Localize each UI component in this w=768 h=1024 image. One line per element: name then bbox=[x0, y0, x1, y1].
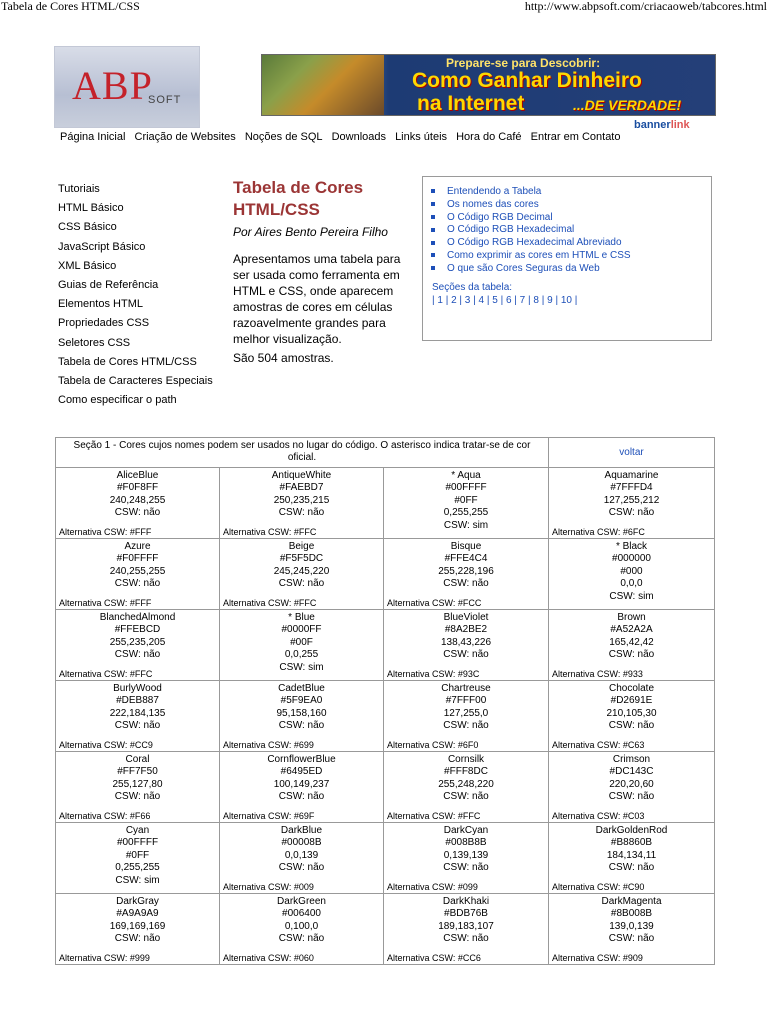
color-cell-line: 0,100,0 bbox=[284, 920, 319, 932]
csw-alternative: Alternativa CSW: #999 bbox=[59, 953, 150, 963]
csw-alternative: Alternativa CSW: #FFF bbox=[59, 527, 152, 537]
color-cell-line: 222,184,135 bbox=[109, 707, 166, 719]
sidebar-item[interactable]: Guias de Referência bbox=[58, 278, 159, 291]
color-cell-line: #00F bbox=[290, 636, 313, 648]
csw-alternative: Alternativa CSW: #FFC bbox=[59, 669, 153, 679]
color-cell-line: DarkGreen bbox=[277, 896, 326, 907]
color-cell-line: Beige bbox=[288, 541, 315, 552]
sidebar-item[interactable]: XML Básico bbox=[58, 259, 117, 272]
color-cell bbox=[56, 610, 220, 681]
sidebar-item[interactable]: Tutoriais bbox=[58, 183, 100, 195]
color-cell bbox=[384, 468, 549, 539]
color-cell-line: Coral bbox=[125, 754, 150, 765]
color-cell-line: * Aqua bbox=[451, 470, 481, 481]
color-cell bbox=[549, 610, 715, 681]
color-cell bbox=[220, 752, 384, 823]
color-cell-line: 255,228,196 bbox=[438, 565, 494, 577]
color-cell-line: AliceBlue bbox=[116, 470, 159, 481]
color-cell-line: Bisque bbox=[450, 541, 482, 552]
color-cell-line: #FAEBD7 bbox=[279, 482, 324, 494]
color-cell-line: CSW: não bbox=[114, 791, 161, 803]
csw-alternative: Alternativa CSW: #C03 bbox=[552, 811, 645, 821]
csw-alternative: Alternativa CSW: #060 bbox=[223, 953, 314, 963]
color-cell-line: CSW: não bbox=[443, 933, 489, 945]
color-cell-line: CadetBlue bbox=[278, 683, 325, 694]
sidebar-item[interactable]: JavaScript Básico bbox=[58, 240, 146, 253]
color-cell-line: CSW: sim bbox=[279, 661, 324, 673]
sidebar-item[interactable]: Elementos HTML bbox=[58, 298, 143, 311]
table-row bbox=[56, 894, 715, 965]
bullet-icon bbox=[431, 202, 435, 206]
csw-alternative: Alternativa CSW: #099 bbox=[387, 882, 478, 892]
banner-top-text: Prepare-se para Descobrir: bbox=[446, 56, 601, 70]
csw-alternative: Alternativa CSW: #C63 bbox=[552, 740, 645, 750]
color-cell-line: #D2691E bbox=[610, 695, 653, 707]
color-cell-line: 0,0,0 bbox=[620, 578, 643, 590]
color-cell-line: 100,149,237 bbox=[273, 778, 330, 790]
color-cell-line: #0FF bbox=[125, 849, 150, 861]
csw-alternative: Alternativa CSW: #C90 bbox=[552, 882, 645, 892]
color-cell-line: CSW: não bbox=[608, 507, 655, 519]
sidebar-item[interactable]: Seletores CSS bbox=[58, 336, 131, 349]
sidebar-item[interactable]: CSS Básico bbox=[58, 221, 117, 234]
color-cell bbox=[384, 752, 549, 823]
color-cell-line: CSW: não bbox=[114, 507, 161, 519]
csw-alternative: Alternativa CSW: #009 bbox=[223, 882, 314, 892]
color-cell-line: Chocolate bbox=[608, 683, 655, 694]
nav-link[interactable]: Hora do Café bbox=[456, 131, 522, 143]
top-navigation bbox=[60, 131, 626, 143]
toc-item[interactable] bbox=[431, 224, 631, 237]
color-cell-line: CSW: não bbox=[278, 933, 325, 945]
color-cell-line: 0,139,139 bbox=[443, 849, 489, 861]
table-row bbox=[56, 752, 715, 823]
color-cell-line: CSW: não bbox=[608, 791, 655, 803]
color-cell-line: CSW: não bbox=[278, 578, 325, 590]
toc-item[interactable] bbox=[431, 199, 631, 212]
color-cell bbox=[56, 823, 220, 894]
color-cell-line: #00FFFF bbox=[116, 837, 159, 849]
nav-link[interactable]: Downloads bbox=[331, 131, 386, 143]
color-cell-line: #000 bbox=[620, 565, 643, 577]
csw-alternative: Alternativa CSW: #933 bbox=[552, 669, 643, 679]
color-cell-line: #00008B bbox=[281, 837, 322, 849]
bannerlink-a: banner bbox=[634, 119, 671, 131]
color-cell-line: #FFE4C4 bbox=[444, 553, 488, 565]
color-cell-line: #A9A9A9 bbox=[116, 908, 159, 920]
color-cell-line: #F5F5DC bbox=[279, 553, 324, 565]
toc-item[interactable] bbox=[431, 186, 631, 199]
color-cell-line: CSW: não bbox=[114, 933, 161, 945]
color-cell-line: #BDB76B bbox=[444, 908, 488, 920]
color-cell-line: CSW: não bbox=[114, 649, 161, 661]
color-cell-line: #6495ED bbox=[280, 766, 323, 778]
color-cell-line: Brown bbox=[617, 612, 646, 623]
color-cell-line: #A52A2A bbox=[610, 624, 653, 636]
sidebar-item[interactable]: Tabela de Caracteres Especiais bbox=[58, 374, 213, 387]
bullet-icon bbox=[431, 253, 435, 257]
color-cell bbox=[56, 681, 220, 752]
toc-link[interactable]: Os nomes das cores bbox=[447, 198, 539, 210]
color-cell bbox=[384, 894, 549, 965]
color-cell-line: 255,235,205 bbox=[109, 636, 166, 648]
color-cell-line: DarkGoldenRod bbox=[595, 825, 668, 836]
color-cell bbox=[56, 752, 220, 823]
table-row bbox=[56, 823, 715, 894]
color-cell-line: CSW: não bbox=[608, 933, 655, 945]
color-cell bbox=[56, 468, 220, 539]
csw-alternative: Alternativa CSW: #FFF bbox=[59, 598, 152, 608]
color-cell-line: 95,158,160 bbox=[276, 707, 327, 719]
color-cell-line: #0000FF bbox=[281, 624, 322, 636]
toc-link[interactable]: Como exprimir as cores em HTML e CSS bbox=[447, 249, 631, 261]
color-cell bbox=[220, 468, 384, 539]
color-cell bbox=[220, 894, 384, 965]
color-cell-line: BurlyWood bbox=[113, 683, 162, 694]
color-cell-line: #B8860B bbox=[610, 837, 653, 849]
color-cell-line: 240,248,255 bbox=[109, 494, 166, 506]
sidebar-item[interactable]: Tabela de Cores HTML/CSS bbox=[58, 355, 197, 368]
sample-count: São 504 amostras. bbox=[233, 351, 334, 365]
color-cell-line: #7FFFD4 bbox=[610, 482, 653, 494]
color-cell-line: #0FF bbox=[454, 494, 478, 506]
abp-soft-logo[interactable] bbox=[54, 46, 200, 128]
color-cell bbox=[384, 610, 549, 681]
color-cell-line: CSW: não bbox=[278, 862, 325, 874]
color-cell-line: CSW: não bbox=[278, 791, 325, 803]
color-cell-line: 127,255,0 bbox=[443, 707, 489, 719]
csw-alternative: Alternativa CSW: #FCC bbox=[387, 598, 482, 608]
color-cell-line: #F0F8FF bbox=[116, 482, 159, 494]
table-of-contents bbox=[422, 176, 712, 341]
color-cell-line: CSW: não bbox=[608, 862, 655, 874]
color-cell-line: CSW: não bbox=[443, 862, 489, 874]
color-cell bbox=[220, 610, 384, 681]
color-cell-line: CSW: não bbox=[443, 791, 489, 803]
color-cell-line: 169,169,169 bbox=[109, 920, 166, 932]
sidebar-item[interactable]: Como especificar o path bbox=[58, 394, 177, 407]
color-cell-line: CornflowerBlue bbox=[267, 754, 336, 765]
color-cell-line: DarkGray bbox=[116, 896, 159, 907]
color-cell bbox=[549, 752, 715, 823]
nav-link[interactable]: Criação de Websites bbox=[134, 131, 236, 143]
color-cell-line: #FF7F50 bbox=[117, 766, 158, 778]
nav-link[interactable]: Entrar em Contato bbox=[530, 131, 621, 143]
csw-alternative: Alternativa CSW: #CC9 bbox=[59, 740, 153, 750]
table-row bbox=[56, 539, 715, 610]
color-cell-line: #8A2BE2 bbox=[444, 624, 488, 636]
banner-photo bbox=[262, 55, 384, 115]
color-cell-line: DarkCyan bbox=[443, 825, 489, 836]
sidebar-item[interactable]: Propriedades CSS bbox=[58, 317, 150, 330]
color-cell-line: 255,127,80 bbox=[112, 778, 163, 790]
banner-line1: Como Ganhar Dinheiro bbox=[412, 69, 642, 92]
color-cell bbox=[549, 468, 715, 539]
page-title: Tabela de Cores HTML/CSS bbox=[233, 178, 364, 219]
color-cell-line: AntiqueWhite bbox=[271, 470, 332, 481]
color-cell-line: 139,0,139 bbox=[609, 920, 654, 932]
bullet-icon bbox=[431, 241, 435, 245]
nav-link[interactable]: Noções de SQL bbox=[244, 131, 323, 143]
color-cell-line: CSW: não bbox=[608, 720, 655, 732]
color-cell-line: BlanchedAlmond bbox=[99, 612, 176, 623]
color-cell-line: CSW: não bbox=[114, 578, 161, 590]
color-cell-line: DarkKhaki bbox=[442, 896, 490, 907]
color-cell bbox=[220, 823, 384, 894]
bullet-icon bbox=[431, 189, 435, 193]
color-cell-line: CSW: sim bbox=[609, 590, 654, 602]
sidebar-item[interactable]: HTML Básico bbox=[58, 202, 124, 215]
color-table bbox=[55, 437, 715, 965]
color-cell-line: Crimson bbox=[612, 754, 651, 765]
color-cell bbox=[220, 539, 384, 610]
color-cell-line: DarkMagenta bbox=[601, 896, 662, 907]
color-cell-line: #FFEBCD bbox=[114, 624, 161, 636]
color-cell-line: 0,255,255 bbox=[443, 507, 489, 519]
color-cell-line: #5F9EA0 bbox=[280, 695, 323, 707]
color-cell-line: CSW: não bbox=[278, 507, 325, 519]
color-cell bbox=[384, 681, 549, 752]
color-cell-line: #F0FFFF bbox=[116, 553, 159, 565]
color-cell-line: CSW: não bbox=[443, 578, 489, 590]
toc-link[interactable]: O Código RGB Hexadecimal Abreviado bbox=[447, 237, 622, 249]
color-cell-line: DarkBlue bbox=[280, 825, 323, 836]
csw-alternative: Alternativa CSW: #909 bbox=[552, 953, 643, 963]
color-cell-line: 0,0,255 bbox=[284, 649, 319, 661]
color-cell-line: CSW: não bbox=[443, 649, 489, 661]
color-cell-line: 220,20,60 bbox=[609, 778, 654, 790]
print-header bbox=[0, 0, 768, 14]
color-cell-line: 184,134,11 bbox=[606, 849, 657, 861]
color-cell-line: Chartreuse bbox=[441, 683, 491, 694]
color-cell-line: Cornsilk bbox=[447, 754, 485, 765]
color-cell bbox=[384, 539, 549, 610]
color-cell bbox=[220, 681, 384, 752]
csw-alternative: Alternativa CSW: #699 bbox=[223, 740, 314, 750]
color-cell-line: Cyan bbox=[125, 825, 150, 836]
toc-item[interactable] bbox=[431, 250, 631, 263]
table-header-row bbox=[56, 438, 715, 468]
bullet-icon bbox=[431, 215, 435, 219]
nav-link[interactable]: Página Inicial bbox=[60, 131, 126, 143]
color-cell bbox=[549, 894, 715, 965]
color-cell bbox=[56, 894, 220, 965]
color-cell bbox=[549, 681, 715, 752]
color-cell-line: Azure bbox=[124, 541, 151, 552]
color-cell-line: 189,183,107 bbox=[438, 920, 494, 932]
table-row bbox=[56, 681, 715, 752]
csw-alternative: Alternativa CSW: #69F bbox=[223, 811, 315, 821]
color-cell-line: CSW: não bbox=[443, 720, 489, 732]
color-cell-line: * Black bbox=[615, 541, 648, 552]
color-cell-line: #DEB887 bbox=[116, 695, 159, 707]
sections-label: Seções da tabela: bbox=[432, 282, 513, 293]
table-row bbox=[56, 610, 715, 681]
print-title: Tabela de Cores HTML/CSS bbox=[1, 0, 140, 13]
color-cell bbox=[549, 823, 715, 894]
color-cell-line: 0,0,139 bbox=[284, 849, 319, 861]
color-cell bbox=[549, 539, 715, 610]
toc-link[interactable]: O Código RGB Hexadecimal bbox=[447, 224, 575, 236]
csw-alternative: Alternativa CSW: #6F0 bbox=[387, 740, 479, 750]
color-cell-line: 138,43,226 bbox=[440, 636, 492, 648]
csw-alternative: Alternativa CSW: #FFC bbox=[387, 811, 481, 821]
banner-line2: na Internet bbox=[417, 92, 525, 115]
sidebar-menu bbox=[58, 182, 213, 412]
color-cell-line: 255,248,220 bbox=[438, 778, 494, 790]
color-cell-line: #000000 bbox=[612, 553, 651, 565]
author-line: Por Aires Bento Pereira Filho bbox=[233, 225, 388, 239]
bannerlink-logo[interactable] bbox=[634, 119, 690, 131]
csw-alternative: Alternativa CSW: #FFC bbox=[223, 598, 317, 608]
toc-link[interactable]: O que são Cores Seguras da Web bbox=[447, 262, 600, 274]
intro-paragraph: Apresentamos uma tabela para ser usada como ferramenta em HTML e CSS, onde aparecem amostras de cores em células razoavelmente grandes para melhor visualização. bbox=[233, 252, 401, 346]
color-cell-line: CSW: não bbox=[608, 649, 655, 661]
color-cell-line: CSW: sim bbox=[115, 874, 160, 886]
section-links[interactable]: | 1 | 2 | 3 | 4 | 5 | 6 | 7 | 8 | 9 | 10 | bbox=[432, 295, 578, 306]
csw-alternative: Alternativa CSW: #CC6 bbox=[387, 953, 481, 963]
color-cell-line: BlueViolet bbox=[443, 612, 489, 623]
toc-link[interactable]: Entendendo a Tabela bbox=[447, 186, 542, 197]
csw-alternative: Alternativa CSW: #F66 bbox=[59, 811, 151, 821]
toc-item[interactable] bbox=[431, 237, 631, 250]
color-cell-line: #006400 bbox=[282, 908, 321, 920]
table-row bbox=[56, 468, 715, 539]
section-description: Seção 1 - Cores cujos nomes podem ser usados no lugar do código. O asterisco indica tratar-se de cor oficial. bbox=[56, 438, 549, 468]
toc-item[interactable] bbox=[431, 263, 631, 276]
banner-line3: ...DE VERDADE! bbox=[573, 97, 682, 113]
color-cell-line: #00FFFF bbox=[445, 482, 487, 494]
color-cell-line: 250,235,215 bbox=[273, 494, 330, 506]
logo-main-text: ABP bbox=[72, 63, 153, 108]
color-cell-line: 0,255,255 bbox=[115, 862, 160, 874]
bullet-icon bbox=[431, 228, 435, 232]
print-url: http://www.abpsoft.com/criacaoweb/tabcores.html bbox=[524, 0, 767, 13]
color-cell-line: 165,42,42 bbox=[609, 636, 654, 648]
color-cell-line: #DC143C bbox=[609, 766, 654, 778]
back-link[interactable]: voltar bbox=[549, 438, 715, 468]
color-cell-line: #7FFF00 bbox=[445, 695, 487, 707]
csw-alternative: Alternativa CSW: #93C bbox=[387, 669, 480, 679]
toc-link[interactable]: O Código RGB Decimal bbox=[447, 211, 553, 223]
color-cell-line: CSW: não bbox=[278, 720, 325, 732]
color-cell-line: 127,255,212 bbox=[603, 494, 660, 506]
color-cell-line: #008B8B bbox=[445, 837, 487, 849]
toc-item[interactable] bbox=[431, 212, 631, 225]
color-cell-line: 210,105,30 bbox=[606, 707, 657, 719]
logo-sub-text: SOFT bbox=[148, 94, 182, 106]
color-cell-line: * Blue bbox=[288, 612, 315, 623]
color-cell bbox=[384, 823, 549, 894]
csw-alternative: Alternativa CSW: #6FC bbox=[552, 527, 645, 537]
color-cell-line: 245,245,220 bbox=[273, 565, 330, 577]
color-cell-line: CSW: sim bbox=[443, 519, 489, 531]
nav-link[interactable]: Links úteis bbox=[395, 131, 448, 143]
color-cell-line: #FFF8DC bbox=[444, 766, 488, 778]
color-cell-line: #8B008B bbox=[610, 908, 653, 920]
bullet-icon bbox=[431, 266, 435, 270]
color-cell-line: CSW: não bbox=[114, 720, 161, 732]
color-cell bbox=[56, 539, 220, 610]
advert-banner[interactable] bbox=[261, 54, 716, 116]
color-cell-line: Aquamarine bbox=[604, 470, 659, 481]
csw-alternative: Alternativa CSW: #FFC bbox=[223, 527, 317, 537]
bannerlink-b: link bbox=[670, 119, 690, 131]
color-cell-line: 240,255,255 bbox=[109, 565, 166, 577]
